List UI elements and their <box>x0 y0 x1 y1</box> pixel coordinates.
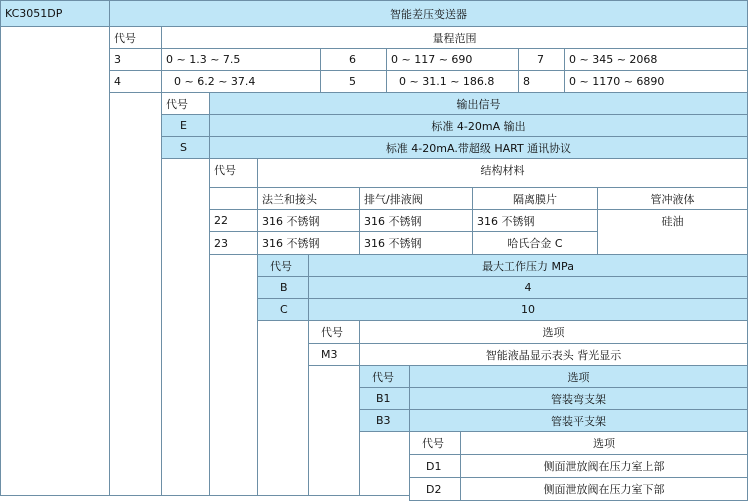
pressure-value: 10 <box>521 303 535 316</box>
range-code-cell <box>320 48 387 71</box>
drain-code-cell <box>409 477 461 501</box>
output-code-label: 代号 <box>166 97 188 111</box>
drain-desc: 侧面泄放阀在压力室上部 <box>543 460 665 473</box>
material-column-label: 法兰和接头 <box>262 192 317 206</box>
drain-code-label-cell <box>409 431 461 455</box>
range-value-cell <box>564 70 748 93</box>
material-code-label-cell <box>209 158 258 188</box>
display-desc: 智能液晶显示表头 背光显示 <box>485 348 622 362</box>
bracket-code-cell <box>359 409 410 432</box>
bracket-desc-cell <box>409 409 748 432</box>
output-code: S <box>180 141 187 154</box>
range-code: 8 <box>523 75 530 88</box>
range-value: 0 ~ 1170 ~ 6890 <box>569 75 665 88</box>
range-header-cell <box>161 26 748 49</box>
range-code-cell <box>320 70 387 93</box>
material-column-label: 排气/排液阀 <box>364 192 423 206</box>
pressure-code-cell <box>257 298 309 321</box>
range-code-label-cell <box>109 26 162 49</box>
output-code-cell <box>161 114 210 137</box>
drain-code: D1 <box>426 459 442 473</box>
range-value-cell <box>161 48 321 71</box>
display-code-label-cell <box>308 320 360 344</box>
material-column-label: 管冲液体 <box>650 192 695 206</box>
product-title-cell <box>109 0 748 27</box>
material-value: 哈氏合金 C <box>507 237 563 250</box>
product-title: 智能差压变送器 <box>390 7 467 21</box>
material-value: 316 不锈钢 <box>364 214 422 228</box>
range-code: 3 <box>114 53 121 66</box>
material-column-label: 隔离膜片 <box>513 192 557 206</box>
display-code: M3 <box>321 348 338 361</box>
bracket-desc: 管装弯支架 <box>551 392 606 406</box>
drain-code: D2 <box>426 482 442 496</box>
material-spacer-cell <box>209 254 258 496</box>
pressure-spacer-cell <box>257 320 309 496</box>
material-cell <box>359 209 473 232</box>
material-code-spacer <box>209 187 258 210</box>
range-code: 6 <box>349 53 356 66</box>
bracket-header: 选项 <box>567 370 590 384</box>
model-spacer-cell <box>0 26 110 496</box>
bracket-desc-cell <box>409 387 748 410</box>
output-code-label-cell <box>161 92 210 115</box>
range-value-cell <box>386 48 519 71</box>
material-value: 316 不锈钢 <box>364 237 422 250</box>
material-column-header <box>472 187 598 210</box>
pressure-code: C <box>280 303 288 316</box>
output-header-cell <box>209 92 748 115</box>
output-desc-cell <box>209 114 748 137</box>
material-cell <box>257 231 360 255</box>
material-value: 316 不锈钢 <box>262 214 320 228</box>
material-cell <box>257 209 360 232</box>
range-header: 量程范围 <box>432 31 477 45</box>
drain-code-label: 代号 <box>422 437 444 450</box>
range-value: 0 ~ 31.1 ~ 186.8 <box>399 75 495 88</box>
pressure-value-cell <box>308 276 748 299</box>
output-header: 输出信号 <box>456 97 501 111</box>
range-value: 0 ~ 1.3 ~ 7.5 <box>166 53 241 66</box>
pressure-code-label-cell <box>257 254 309 277</box>
material-code-cell <box>209 209 258 232</box>
bracket-code: B1 <box>376 392 391 405</box>
range-value: 0 ~ 6.2 ~ 37.4 <box>174 75 256 88</box>
drain-desc-cell <box>460 477 748 501</box>
range-value-cell <box>161 70 321 93</box>
drain-header-cell <box>460 431 748 455</box>
output-desc: 标准 4-20mA.带超级 HART 通讯协议 <box>385 141 572 155</box>
bracket-spacer-cell <box>359 431 410 496</box>
display-header-cell <box>359 320 748 344</box>
range-value-cell <box>386 70 519 93</box>
fill-fluid-cell <box>597 209 748 255</box>
output-code: E <box>180 119 187 132</box>
material-code-label: 代号 <box>214 164 236 177</box>
drain-header: 选项 <box>593 437 615 450</box>
pressure-value: 4 <box>524 281 532 294</box>
material-cell <box>472 231 598 255</box>
material-column-header <box>359 187 473 210</box>
range-code: 5 <box>349 75 356 88</box>
drain-desc-cell <box>460 454 748 478</box>
output-desc-cell <box>209 136 748 159</box>
material-code: 23 <box>214 236 228 250</box>
bracket-code-label: 代号 <box>372 370 394 384</box>
pressure-value-cell <box>308 298 748 321</box>
range-value-cell <box>564 48 748 71</box>
pressure-code: B <box>280 281 288 294</box>
material-header-cell <box>257 158 748 188</box>
range-code-cell <box>109 48 162 71</box>
display-spacer-cell <box>308 365 360 496</box>
material-column-header <box>597 187 748 210</box>
material-cell <box>472 209 598 232</box>
range-value: 0 ~ 117 ~ 690 <box>391 53 473 66</box>
material-cell <box>359 231 473 255</box>
bracket-code-label-cell <box>359 365 410 388</box>
pressure-code-cell <box>257 276 309 299</box>
display-header: 选项 <box>542 326 565 339</box>
range-code: 4 <box>114 75 121 88</box>
display-code-label: 代号 <box>321 326 343 339</box>
output-spacer-cell <box>161 158 210 496</box>
range-code: 7 <box>537 53 544 66</box>
pressure-code-label: 代号 <box>270 259 292 273</box>
range-code-cell <box>518 48 565 71</box>
material-code-cell <box>209 231 258 255</box>
bracket-header-cell <box>409 365 748 388</box>
material-column-header <box>257 187 360 210</box>
range-code-cell <box>109 70 162 93</box>
display-code-cell <box>308 343 360 366</box>
material-code: 22 <box>214 214 228 227</box>
material-value: 316 不锈钢 <box>477 214 535 228</box>
material-value: 316 不锈钢 <box>262 237 320 250</box>
drain-desc: 侧面泄放阀在压力室下部 <box>543 483 665 496</box>
pressure-header-cell <box>308 254 748 277</box>
material-header: 结构材料 <box>480 164 525 177</box>
pressure-header: 最大工作压力 MPa <box>482 259 574 273</box>
range-code-label: 代号 <box>114 31 136 45</box>
bracket-code: B3 <box>376 414 391 427</box>
range-code-cell <box>518 70 565 93</box>
output-code-cell <box>161 136 210 159</box>
drain-code-cell <box>409 454 461 478</box>
range-value: 0 ~ 345 ~ 2068 <box>569 53 658 66</box>
bracket-code-cell <box>359 387 410 410</box>
fill-fluid: 硅油 <box>661 215 684 228</box>
range-spacer-cell <box>109 92 162 496</box>
model-code: KC3051DP <box>5 7 63 20</box>
bracket-desc: 管装平支架 <box>551 414 606 428</box>
output-desc: 标准 4-20mA 输出 <box>431 119 526 133</box>
model-code-cell <box>0 0 110 27</box>
display-desc-cell <box>359 343 748 366</box>
